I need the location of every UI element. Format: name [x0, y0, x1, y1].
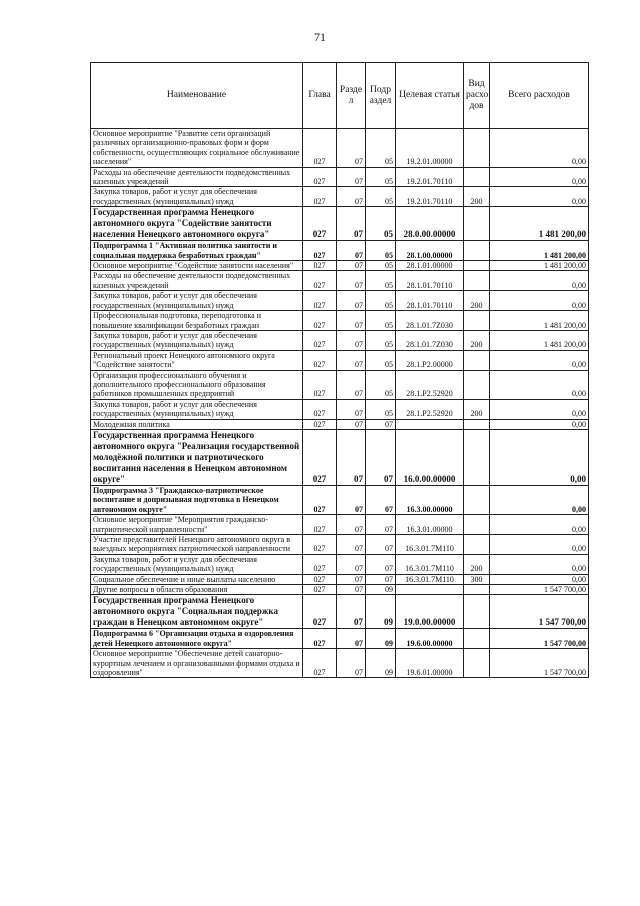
table-row: [91, 167, 589, 187]
row-vid-cell: 200: [464, 291, 490, 311]
row-name-cell: Участие представителей Ненецкого автономного округа в выездных мероприятиях патриотической направленности: [91, 535, 303, 555]
row-name-cell: Подпрограмма 6 "Организация отдыха и оздоровления детей Ненецкого автономного округа": [91, 629, 303, 649]
row-razdel-cell: 07: [337, 595, 366, 629]
row-glava-cell: 027: [303, 554, 337, 574]
header-total: Всего расходов: [490, 63, 589, 129]
table-row: [91, 241, 589, 261]
row-vid-cell: [464, 419, 490, 429]
row-target-cell: 28.1.01.70110: [396, 291, 464, 311]
row-total-cell: 0,00: [490, 515, 589, 535]
row-razdel-cell: 07: [337, 350, 366, 370]
row-name-cell: Расходы на обеспечение деятельности подведомственных казенных учреждений: [91, 167, 303, 187]
table-row: [91, 595, 589, 629]
row-vid-cell: 200: [464, 399, 490, 419]
row-total-cell: 1 481 200,00: [490, 311, 589, 331]
row-target-cell: 19.2.01.70110: [396, 187, 464, 207]
header-name: Наименование: [91, 63, 303, 129]
row-razdel-cell: 07: [337, 241, 366, 261]
row-podrazdel-cell: 07: [366, 485, 396, 514]
table-row: [91, 291, 589, 311]
row-podrazdel-cell: 09: [366, 649, 396, 678]
row-name-cell: Подпрограмма 3 "Гражданско-патриотическое воспитание и допризывная подготовка в Ненецком автономном округе": [91, 485, 303, 514]
row-name-cell: Государственная программа Ненецкого автономного округа "Содействие занятости населения Ненецкого автономного округа": [91, 207, 303, 241]
row-name-cell: Основное мероприятие "Обеспечение детей санаторно-курортным лечением и организованными формами отдыха и оздоровления": [91, 649, 303, 678]
row-name-cell: Закупка товаров, работ и услуг для обеспечения государственных (муниципальных) нужд: [91, 291, 303, 311]
table-row: [91, 350, 589, 370]
row-total-cell: 0,00: [490, 187, 589, 207]
row-glava-cell: 027: [303, 241, 337, 261]
row-razdel-cell: 07: [337, 485, 366, 514]
table-row: [91, 574, 589, 584]
table-row: [91, 271, 589, 291]
table-row: [91, 649, 589, 678]
row-vid-cell: 200: [464, 554, 490, 574]
row-name-cell: Организация профессионального обучения и дополнительного профессионального образования работников промышленных предприятий: [91, 370, 303, 399]
row-vid-cell: [464, 261, 490, 271]
row-podrazdel-cell: 07: [366, 535, 396, 555]
row-name-cell: Закупка товаров, работ и услуг для обеспечения государственных (муниципальных) нужд: [91, 399, 303, 419]
row-razdel-cell: 07: [337, 574, 366, 584]
row-target-cell: 28.0.00.00000: [396, 207, 464, 241]
row-total-cell: 1 547 700,00: [490, 629, 589, 649]
row-glava-cell: 027: [303, 585, 337, 595]
row-glava-cell: 027: [303, 419, 337, 429]
row-podrazdel-cell: 07: [366, 554, 396, 574]
row-target-cell: 16.3.01.7M110: [396, 574, 464, 584]
table-row: [91, 429, 589, 485]
row-total-cell: 1 481 200,00: [490, 261, 589, 271]
header-target: Целевая статья: [396, 63, 464, 129]
row-glava-cell: 027: [303, 574, 337, 584]
row-razdel-cell: 07: [337, 419, 366, 429]
row-glava-cell: 027: [303, 629, 337, 649]
row-total-cell: 0,00: [490, 167, 589, 187]
row-total-cell: 1 481 200,00: [490, 241, 589, 261]
row-target-cell: 19.6.01.00000: [396, 649, 464, 678]
table-row: [91, 554, 589, 574]
row-razdel-cell: 07: [337, 370, 366, 399]
row-name-cell: Подпрограмма 1 "Активная политика занятости и социальная поддержка безработных граждан": [91, 241, 303, 261]
header-glava: Глава: [303, 63, 337, 129]
row-razdel-cell: 07: [337, 129, 366, 168]
row-target-cell: 28.1.01.70110: [396, 271, 464, 291]
row-total-cell: 1 481 200,00: [490, 330, 589, 350]
row-total-cell: 0,00: [490, 370, 589, 399]
row-target-cell: 19.6.00.00000: [396, 629, 464, 649]
row-glava-cell: 027: [303, 350, 337, 370]
row-razdel-cell: 07: [337, 429, 366, 485]
row-glava-cell: 027: [303, 187, 337, 207]
row-vid-cell: [464, 629, 490, 649]
table-row: [91, 129, 589, 168]
row-razdel-cell: 07: [337, 399, 366, 419]
row-name-cell: Государственная программа Ненецкого автономного округа "Реализация государственной молодёжной политики и патриотического воспитания населения в Ненецком автономном округе": [91, 429, 303, 485]
row-razdel-cell: 07: [337, 167, 366, 187]
row-target-cell: 16.0.00.00000: [396, 429, 464, 485]
row-podrazdel-cell: 05: [366, 207, 396, 241]
row-vid-cell: [464, 167, 490, 187]
row-total-cell: 1 547 700,00: [490, 595, 589, 629]
row-target-cell: 28.1.01.7Z030: [396, 311, 464, 331]
table-row: [91, 535, 589, 555]
row-total-cell: 1 481 200,00: [490, 207, 589, 241]
row-razdel-cell: 07: [337, 187, 366, 207]
row-name-cell: Региональный проект Ненецкого автономного округа "Содействие занятости": [91, 350, 303, 370]
row-glava-cell: 027: [303, 649, 337, 678]
table-row: [91, 399, 589, 419]
table-row: [91, 187, 589, 207]
row-vid-cell: [464, 595, 490, 629]
row-podrazdel-cell: 05: [366, 350, 396, 370]
row-total-cell: 0,00: [490, 399, 589, 419]
row-podrazdel-cell: 07: [366, 574, 396, 584]
row-target-cell: 19.2.01.70110: [396, 167, 464, 187]
row-name-cell: Другие вопросы в области образования: [91, 585, 303, 595]
row-target-cell: 28.1.P2.00000: [396, 350, 464, 370]
row-podrazdel-cell: 05: [366, 271, 396, 291]
row-vid-cell: [464, 649, 490, 678]
row-target-cell: 28.1.P2.52920: [396, 370, 464, 399]
row-name-cell: Профессиональная подготовка, переподготовка и повышение квалификации безработных граждан: [91, 311, 303, 331]
header-podrazdel: Подр аздел: [366, 63, 396, 129]
table-row: [91, 207, 589, 241]
row-vid-cell: [464, 429, 490, 485]
row-name-cell: Государственная программа Ненецкого автономного округа "Социальная поддержка граждан в Ненецком автономном округе": [91, 595, 303, 629]
row-razdel-cell: 07: [337, 261, 366, 271]
row-glava-cell: 027: [303, 485, 337, 514]
row-razdel-cell: 07: [337, 207, 366, 241]
expenditure-table: [90, 62, 589, 678]
row-vid-cell: [464, 207, 490, 241]
row-target-cell: 19.2.01.00000: [396, 129, 464, 168]
row-target-cell: 28.1.P2.52920: [396, 399, 464, 419]
page-number: 71: [314, 30, 326, 44]
row-name-cell: Молодежная политика: [91, 419, 303, 429]
row-podrazdel-cell: 09: [366, 595, 396, 629]
row-target-cell: [396, 419, 464, 429]
row-total-cell: 0,00: [490, 419, 589, 429]
row-vid-cell: [464, 350, 490, 370]
row-target-cell: 16.3.01.00000: [396, 515, 464, 535]
row-razdel-cell: 07: [337, 554, 366, 574]
row-glava-cell: 027: [303, 167, 337, 187]
row-total-cell: 1 547 700,00: [490, 585, 589, 595]
row-name-cell: Основное мероприятие "Развитие сети организаций различных организационно-правовых форм и форм собственности, осуществляющих социальное обслуживание населения": [91, 129, 303, 168]
row-name-cell: Закупка товаров, работ и услуг для обеспечения государственных (муниципальных) нужд: [91, 554, 303, 574]
row-glava-cell: 027: [303, 330, 337, 350]
row-podrazdel-cell: 05: [366, 261, 396, 271]
row-glava-cell: 027: [303, 595, 337, 629]
row-vid-cell: 200: [464, 330, 490, 350]
row-glava-cell: 027: [303, 129, 337, 168]
row-podrazdel-cell: 07: [366, 515, 396, 535]
row-podrazdel-cell: 07: [366, 429, 396, 485]
row-razdel-cell: 07: [337, 629, 366, 649]
row-razdel-cell: 07: [337, 291, 366, 311]
row-target-cell: [396, 585, 464, 595]
row-vid-cell: 200: [464, 187, 490, 207]
row-total-cell: 0,00: [490, 574, 589, 584]
row-razdel-cell: 07: [337, 271, 366, 291]
row-vid-cell: [464, 585, 490, 595]
row-razdel-cell: 07: [337, 311, 366, 331]
row-total-cell: 1 547 700,00: [490, 649, 589, 678]
row-glava-cell: 027: [303, 399, 337, 419]
table-header-row: [91, 63, 589, 129]
row-target-cell: 16.3.01.7M110: [396, 535, 464, 555]
row-glava-cell: 027: [303, 311, 337, 331]
row-name-cell: Основное мероприятие "Мероприятия гражданско-патриотической направленности": [91, 515, 303, 535]
row-glava-cell: 027: [303, 370, 337, 399]
row-podrazdel-cell: 05: [366, 399, 396, 419]
row-podrazdel-cell: 05: [366, 241, 396, 261]
row-name-cell: Расходы на обеспечение деятельности подведомственных казенных учреждений: [91, 271, 303, 291]
row-vid-cell: [464, 515, 490, 535]
row-podrazdel-cell: 09: [366, 585, 396, 595]
table-row: [91, 311, 589, 331]
row-podrazdel-cell: 05: [366, 129, 396, 168]
row-total-cell: 0,00: [490, 291, 589, 311]
row-total-cell: 0,00: [490, 429, 589, 485]
row-glava-cell: 027: [303, 261, 337, 271]
row-glava-cell: 027: [303, 429, 337, 485]
row-target-cell: 16.3.01.7M110: [396, 554, 464, 574]
row-razdel-cell: 07: [337, 535, 366, 555]
row-name-cell: Закупка товаров, работ и услуг для обеспечения государственных (муниципальных) нужд: [91, 187, 303, 207]
table-row: [91, 629, 589, 649]
row-podrazdel-cell: 05: [366, 291, 396, 311]
table-row: [91, 370, 589, 399]
row-vid-cell: [464, 271, 490, 291]
row-razdel-cell: 07: [337, 330, 366, 350]
table-row: [91, 261, 589, 271]
row-glava-cell: 027: [303, 535, 337, 555]
row-glava-cell: 027: [303, 291, 337, 311]
row-razdel-cell: 07: [337, 585, 366, 595]
row-podrazdel-cell: 05: [366, 311, 396, 331]
row-total-cell: 0,00: [490, 554, 589, 574]
table-row: [91, 585, 589, 595]
row-vid-cell: [464, 311, 490, 331]
table-body: [91, 129, 589, 678]
header-razdel: Разде л: [337, 63, 366, 129]
row-name-cell: Социальное обеспечение и иные выплаты населению: [91, 574, 303, 584]
row-glava-cell: 027: [303, 515, 337, 535]
row-podrazdel-cell: 05: [366, 187, 396, 207]
row-podrazdel-cell: 05: [366, 167, 396, 187]
row-target-cell: 19.0.00.00000: [396, 595, 464, 629]
row-vid-cell: [464, 485, 490, 514]
row-name-cell: Закупка товаров, работ и услуг для обеспечения государственных (муниципальных) нужд: [91, 330, 303, 350]
header-vid: Вид расхо дов: [464, 63, 490, 129]
table-row: [91, 515, 589, 535]
row-podrazdel-cell: 09: [366, 629, 396, 649]
row-vid-cell: [464, 241, 490, 261]
row-glava-cell: 027: [303, 207, 337, 241]
row-target-cell: 28.1.01.00000: [396, 261, 464, 271]
table-row: [91, 330, 589, 350]
row-podrazdel-cell: 05: [366, 370, 396, 399]
table-row: [91, 485, 589, 514]
row-podrazdel-cell: 05: [366, 330, 396, 350]
row-total-cell: 0,00: [490, 271, 589, 291]
row-target-cell: 28.1.00.00000: [396, 241, 464, 261]
row-vid-cell: [464, 129, 490, 168]
row-total-cell: 0,00: [490, 485, 589, 514]
table-row: [91, 419, 589, 429]
row-total-cell: 0,00: [490, 535, 589, 555]
row-glava-cell: 027: [303, 271, 337, 291]
row-total-cell: 0,00: [490, 129, 589, 168]
row-razdel-cell: 07: [337, 649, 366, 678]
row-razdel-cell: 07: [337, 515, 366, 535]
row-total-cell: 0,00: [490, 350, 589, 370]
row-vid-cell: [464, 370, 490, 399]
row-podrazdel-cell: 07: [366, 419, 396, 429]
row-target-cell: 16.3.00.00000: [396, 485, 464, 514]
row-vid-cell: [464, 535, 490, 555]
row-target-cell: 28.1.01.7Z030: [396, 330, 464, 350]
row-name-cell: Основное мероприятие "Содействие занятости населения": [91, 261, 303, 271]
row-vid-cell: 300: [464, 574, 490, 584]
